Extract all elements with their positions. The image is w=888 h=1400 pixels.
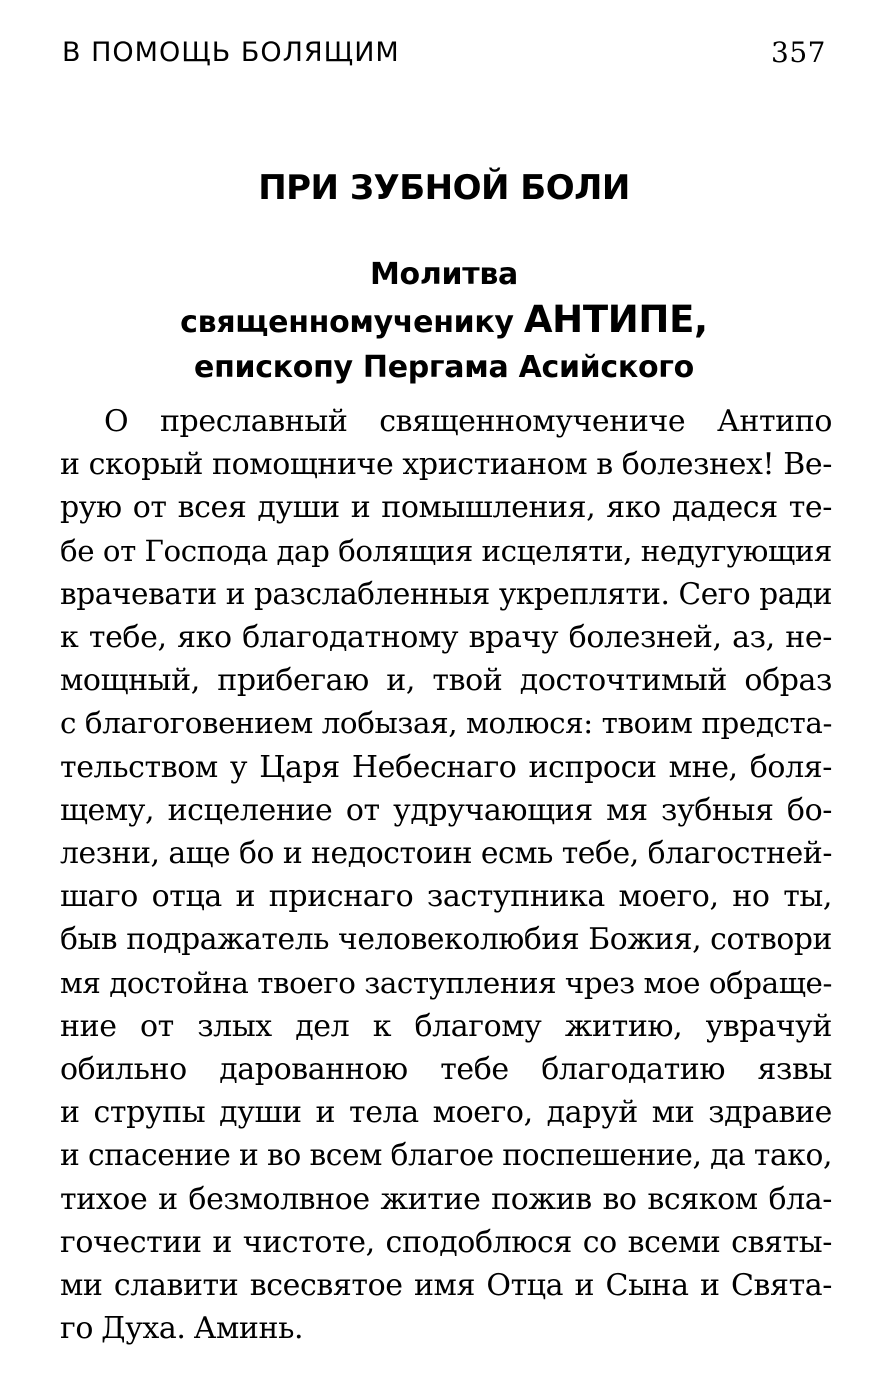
prayer-line: обильно дарованною тебе благодатию язвы — [60, 1052, 832, 1088]
prayer-line: ние от злых дел к благому житию, уврачуй — [60, 1008, 832, 1044]
prayer-line: О преславный священномучениче Антипо — [104, 404, 832, 439]
prayer-line: к тебе, яко благодатному врачу болезней, аз, не- — [60, 620, 832, 656]
prayer-line: ми славити всесвятое имя Отца и Сына и Свята- — [60, 1268, 832, 1304]
prayer-line: тихое и безмолвное житие пожив во всяком бла- — [60, 1181, 832, 1217]
prayer-line: и струпы души и тела моего, даруй ми здравие — [60, 1095, 832, 1131]
prayer-line: шаго отца и приснаго заступника моего, но ты, — [60, 879, 832, 915]
prayer-heading — [0, 252, 888, 390]
prayer-line: врачевати и разслабленныя укрепляти. Сего ради — [60, 576, 832, 611]
page-number: 357 — [771, 35, 826, 69]
prayer-line: гочестии и чистоте, сподоблюся со всеми святы- — [60, 1224, 832, 1260]
section-title: ПРИ ЗУБНОЙ БОЛИ — [258, 168, 630, 208]
prayer-heading-line-2 — [0, 297, 888, 345]
prayer-line: бе от Господа дар болящия исцеляти, недугующия — [60, 533, 832, 568]
prayer-line: с благоговением лобызая, молюся: твоим предста- — [60, 706, 832, 741]
prayer-line: мощный, прибегаю и, твой досточтимый образ — [60, 663, 832, 699]
prayer-line: мя достойна твоего заступления чрез мое обраще- — [60, 965, 832, 1000]
running-header — [62, 34, 826, 70]
saint-name: АНТИПЕ, — [523, 298, 708, 341]
prayer-heading-dedication: священномученику — [180, 305, 524, 340]
prayer-line: щему, исцеление от удручающия мя зубныя бо- — [60, 792, 832, 828]
prayer-line: тельством у Царя Небеснаго испроси мне, боля- — [60, 749, 832, 785]
prayer-line: быв подражатель человеколюбия Божия, сотвори — [60, 922, 832, 958]
prayer-line: го Духа. Аминь. — [60, 1311, 304, 1347]
prayer-line: рую от всея души и помышления, яко дадеся те- — [60, 490, 832, 526]
prayer-line: лезни, аще бо и недостоин есмь тебе, благостней- — [60, 836, 832, 872]
prayer-line: и скорый помощниче христианом в болезнех! Ве- — [60, 447, 832, 483]
prayer-heading-line-1: Молитва — [370, 257, 518, 292]
running-title: В ПОМОЩЬ БОЛЯЩИМ — [62, 36, 400, 68]
prayer-line: и спасение и во всем благое поспешение, да тако, — [60, 1138, 832, 1174]
prayer-text — [60, 400, 832, 1350]
prayer-heading-line-3: епископу Пергама Асийского — [194, 350, 694, 385]
